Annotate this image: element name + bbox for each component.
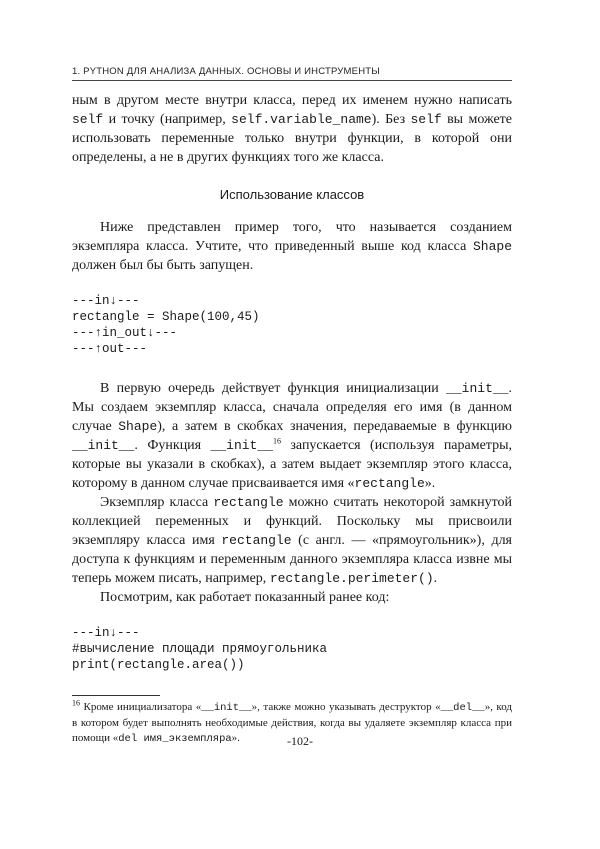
footnote: $^{16}$ Кроме инициализатора «__init__», также можно указывать деструктор «__del__», код в котором будет выполнять необходимые действия, когда вы удаляете экземпляр класса при помощи «del имя_экземпляра». <box>72 698 512 745</box>
code-line: print(rectangle.area()) <box>72 658 245 672</box>
code-block-area <box>72 625 512 673</box>
code-line: ---↑out--- <box>72 342 148 356</box>
code-line: rectangle = Shape(100,45) <box>72 310 260 324</box>
footnote-divider <box>72 695 160 696</box>
code-line: ---↑in_out↓--- <box>72 326 178 340</box>
paragraph-lets-see: Посмотрим, как работает показанный ранее код: <box>100 590 390 605</box>
paragraph-init: В первую очередь действует функция инициализации __init__. Мы создаем экземпляр класса, сначала определяя его имя (в данном случае Shape), а затем в скобках значения, передаваемые в функцию __init__. Функция __init__$^{16}$ запускается (используя параметры, которые вы указали в скобках), а затем выдает экземпляр этого класса, которому в данном случае присваивается имя «rectangle». <box>72 381 513 491</box>
footnote-ref: 16 <box>272 436 281 446</box>
paragraph-instance-intro: Ниже представлен пример того, что называется созданием экземпляра класса. Учтите, что приведенный выше код класса Shape должен был бы быть запущен. <box>72 220 512 273</box>
page-number: -102- <box>287 734 313 748</box>
code-line: #вычисление площади прямоугольника <box>72 642 328 656</box>
running-header: 1. PYTHON ДЛЯ АНАЛИЗА ДАННЫХ. ОСНОВЫ И ИНСТРУМЕНТЫ <box>72 66 512 81</box>
section-title: Использование классов <box>219 187 365 202</box>
code-block-create <box>72 293 512 357</box>
code-line: ---in↓--- <box>72 626 140 640</box>
paragraph-self: ным в другом месте внутри класса, перед их именем нужно написать self и точку (например, self.variable_name). Без self вы можете использовать переменные только внутри функции, в которой они определены, а не в других функциях того же класса. <box>72 93 513 165</box>
page <box>72 66 512 747</box>
code-line: ---in↓--- <box>72 294 140 308</box>
paragraph-rectangle: Экземпляр класса rectangle можно считать некоторой замкнутой коллекцией переменных и функций. Поскольку мы присвоили экземпляру класса имя rectangle (с англ. — «прямоугольник»), для доступа к функциям и переменным данного экземпляра класса извне мы теперь можем писать, например, rectangle.perimeter(). <box>72 495 512 586</box>
